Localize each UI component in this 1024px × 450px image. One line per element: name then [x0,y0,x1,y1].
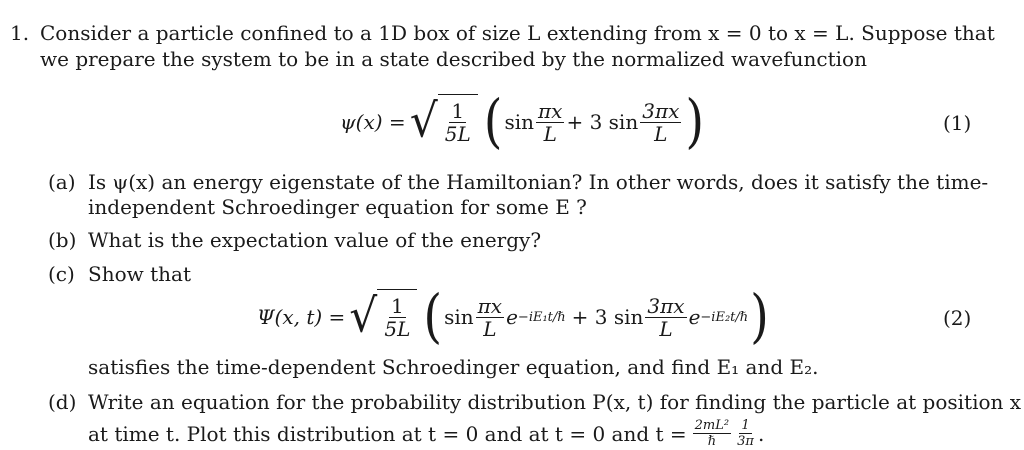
part-c-text: Show that [88,262,191,286]
eq1-open-paren: ( [483,88,503,156]
eq2-frac2-den: L [659,316,673,341]
part-a-line-1: Is ψ(x) an energy eigenstate of the Hamiltonian? In other words, does it satisfy the time- [88,170,989,194]
eq2-exp1-base: e [506,305,518,329]
part-d-line-2-end: . [757,421,765,446]
eq1-sqrt-den: 5L [444,122,471,146]
eq1-close-paren: ) [685,88,705,156]
eq2-close-paren: ) [750,283,769,351]
intro-line-2: we prepare the system to be in a state described by the normalized wavefunction [40,47,867,71]
eq1-sqrt: √ $\frac{1}{5L}$ [410,94,478,150]
eq2-mid: + 3 sin [571,305,644,329]
part-d-frac-b-num: 1 [741,418,750,433]
eq1-frac2-num: 3πx [642,98,680,123]
part-a-line-2: independent Schroedinger equation for some E ? [88,195,587,219]
problem-number: 1. [10,21,30,45]
eq2-open-paren: ( [423,283,443,351]
eq1-sin1: sin [504,110,535,134]
eq2-sqrt: √ $\frac{1}{5L}$ [349,289,417,345]
eq1-label: (1) [943,111,972,135]
eq2-label: (2) [943,306,972,330]
part-d-frac-a-den: ℏ [707,434,717,449]
part-d-line-1: Write an equation for the probability distribution P(x, t) for finding the particle at position x [88,390,1022,414]
part-c-label: (c) [48,262,75,286]
eq1-mid: + 3 sin [566,110,639,134]
part-b-label: (b) [48,228,77,252]
equation-2 [257,283,771,351]
eq2-sin1: sin [444,305,474,329]
part-d-frac-b-den: 3π [737,434,754,449]
eq1-frac2-den: L [654,121,668,146]
part-d-frac-a-num: 2mL² [694,418,730,433]
part-c-after: satisfies the time-dependent Schroedinger equation, and find E₁ and E₂. [88,355,819,379]
eq2-frac1-den: L [483,316,497,341]
eq1-frac1-den: L [543,121,557,146]
eq2-exp2-base: e [688,305,701,329]
eq1-frac1-num: πx [538,98,563,123]
part-d-line-2-start: at time t. Plot this distribution at t = 0 and at t = 0 and t = [88,421,687,446]
equation-1 [340,88,706,156]
eq2-frac2-num: 3πx [647,293,685,318]
intro-line-1: Consider a particle confined to a 1D box of size L extending from x = 0 to x = L. Suppose that [40,21,995,45]
eq2-exp2: −iE₂t/ℏ [700,309,749,325]
eq1-sqrt-num: 1 [451,99,465,123]
eq2-lhs: Ψ(x, t) = [257,305,346,329]
eq1-lhs: ψ(x) = [340,110,406,134]
part-b-text: What is the expectation value of the energy? [88,228,542,252]
eq2-exp1: −iE₁t/ℏ [517,309,566,325]
eq2-sqrt-num: 1 [390,294,404,318]
eq2-sqrt-den: 5L [384,317,411,341]
eq2-frac1-num: πx [477,293,503,318]
part-a-label: (a) [48,170,76,194]
part-d-line-2 [88,418,764,449]
part-d-label: (d) [48,390,77,414]
